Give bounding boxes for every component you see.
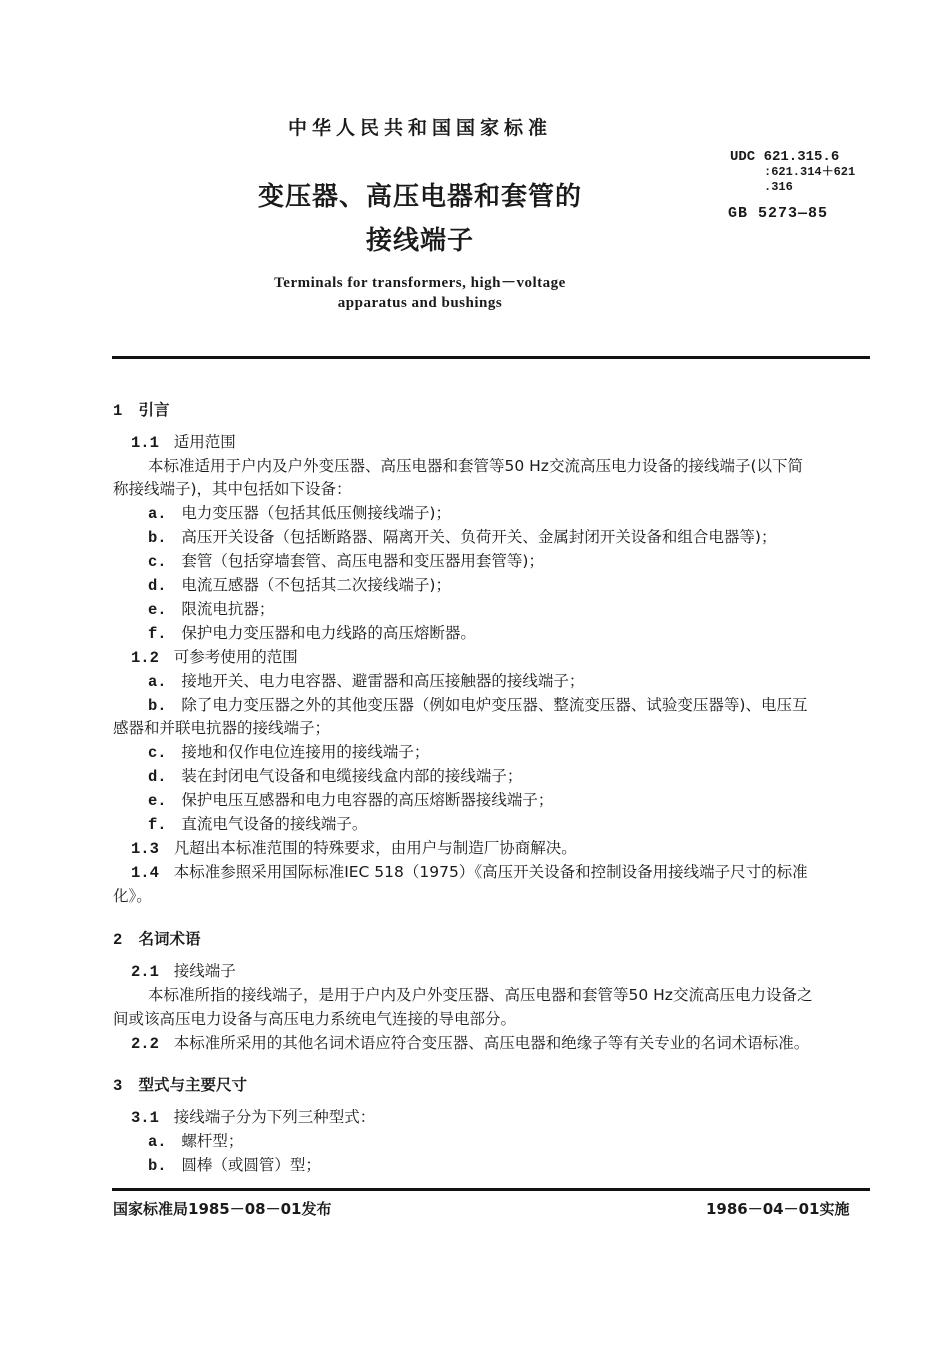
clause-1-4: 1.4 本标准参照采用国际标准IEC 518（1975）《高压开关设备和控制设备用接线端子尺寸的标准	[131, 863, 808, 882]
list-item: e. 限流电抗器；	[148, 600, 275, 619]
list-item: e. 保护电压互感器和电力电容器的高压熔断器接线端子；	[148, 791, 554, 810]
effective-date: 1986－04－01实施	[706, 1200, 850, 1218]
udc-line1: UDC 621.315.6	[730, 149, 840, 165]
udc-line2: :621.314＋621	[764, 165, 856, 179]
header-divider	[112, 356, 870, 359]
document-title-line1: 变压器、高压电器和套管的	[257, 182, 582, 212]
list-item: a. 接地开关、电力电容器、避雷器和高压接触器的接线端子；	[148, 672, 585, 691]
english-title-line2: apparatus and bushings	[337, 295, 503, 311]
gb-number: GB 5273—85	[728, 205, 829, 222]
paragraph-line: 本标准适用于户内及户外变压器、高压电器和套管等50 Hz交流高压电力设备的接线端子(以下简	[148, 457, 803, 475]
list-item: c. 套管（包括穿墙套管、高压电器和变压器用套管等)；	[148, 552, 544, 571]
list-item: d. 装在封闭电气设备和电缆接线盒内部的接线端子；	[148, 767, 523, 786]
paragraph-line: 本标准所指的接线端子，是用于户内及户外变压器、高压电器和套管等50 Hz交流高压电力设备之	[148, 986, 813, 1004]
section-3-heading: 3 型式与主要尺寸	[113, 1076, 248, 1095]
paragraph-line: 称接线端子)，其中包括如下设备：	[113, 480, 352, 498]
paragraph-line: 间或该高压电力设备与高压电力系统电气连接的导电部分。	[113, 1010, 517, 1028]
list-item: f. 保护电力变压器和电力线路的高压熔断器。	[148, 624, 476, 643]
list-item: b. 除了电力变压器之外的其他变压器（例如电炉变压器、整流变压器、试验变压器等)、电压互	[148, 696, 808, 715]
list-item: b. 高压开关设备（包括断路器、隔离开关、负荷开关、金属封闭开关设备和组合电器等)；	[148, 528, 777, 547]
section-1-heading: 1 引言	[113, 401, 170, 420]
list-item: c. 接地和仅作电位连接用的接线端子；	[148, 743, 430, 762]
footer-divider	[112, 1188, 870, 1191]
list-item: d. 电流互感器（不包括其二次接线端子)；	[148, 576, 451, 595]
section-2-heading: 2 名词术语	[113, 930, 201, 949]
paragraph-line: 化》。	[113, 887, 152, 905]
document-title-line2: 接线端子	[365, 226, 474, 256]
clause-1-3: 1.3 凡超出本标准范围的特殊要求，由用户与制造厂协商解决。	[131, 839, 577, 858]
paragraph-line: 感器和并联电抗器的接线端子；	[113, 719, 331, 737]
list-item: b. 圆棒（或圆管）型；	[148, 1156, 321, 1175]
list-item: f. 直流电气设备的接线端子。	[148, 815, 368, 834]
clause-1-1: 1.1 适用范围	[131, 433, 236, 452]
list-item: a. 螺杆型；	[148, 1132, 244, 1151]
clause-2-1: 2.1 接线端子	[131, 962, 236, 981]
english-title-line1: Terminals for transformers, high－voltage	[274, 275, 566, 291]
issued-date: 国家标准局1985－08－01发布	[113, 1200, 332, 1218]
clause-1-2: 1.2 可参考使用的范围	[131, 648, 298, 667]
udc-code	[730, 150, 855, 195]
udc-line3: .316	[764, 180, 793, 194]
list-item: a. 电力变压器（包括其低压侧接线端子)；	[148, 504, 451, 523]
clause-2-2: 2.2 本标准所采用的其他名词术语应符合变压器、高压电器和绝缘子等有关专业的名词术语标准。	[131, 1034, 810, 1053]
national-standard-heading: 中华人民共和国国家标准	[287, 117, 552, 139]
clause-3-1: 3.1 接线端子分为下列三种型式：	[131, 1108, 376, 1127]
